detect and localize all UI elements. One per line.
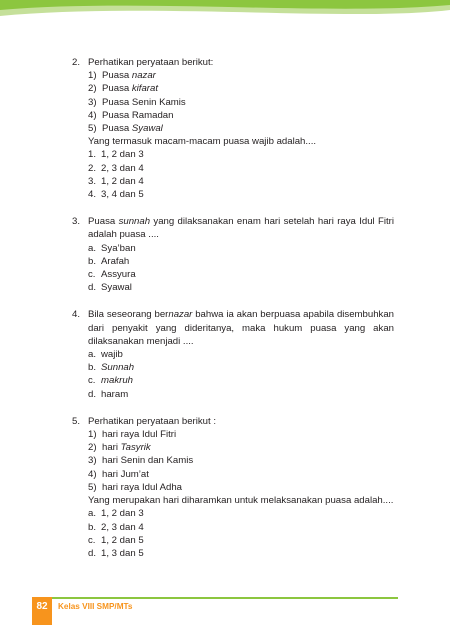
answer-option[interactable] [88, 188, 394, 201]
stem-italic: sunnah [118, 216, 151, 228]
stem-text: Puasa [88, 216, 119, 228]
question-number: 2. [72, 57, 81, 68]
question-stem: Perhatikan peryataan berikut: [88, 57, 214, 68]
statement-text: Puasa Senin Kamis [102, 96, 186, 108]
option-marker: a. [88, 349, 97, 361]
statement-text: Puasa [102, 123, 132, 135]
statement-item [88, 122, 394, 135]
answer-option[interactable] [88, 175, 394, 188]
option-text: Sya’ban [101, 242, 136, 254]
option-marker: b. [88, 255, 97, 267]
statement-marker: 5) [88, 123, 97, 135]
question-number: 4. [72, 309, 81, 321]
option-marker: d. [88, 547, 97, 559]
option-marker: 2. [88, 162, 97, 174]
option-text: 1, 2 dan 3 [101, 149, 144, 161]
stem-text: Bila seseorang ber [88, 309, 169, 321]
statement-item [88, 96, 394, 109]
answer-option[interactable] [88, 348, 394, 361]
question-3 [72, 215, 395, 294]
question-stem [88, 308, 394, 348]
question-stem: Perhatikan peryataan berikut : [88, 415, 216, 427]
question-4 [72, 308, 395, 400]
stem-text: yang dilaksanakan enam hari setelah hari raya Idul Fitri adalah puasa .... [88, 216, 395, 241]
answer-option[interactable] [88, 374, 394, 387]
option-text: Assyura [101, 269, 136, 281]
statement-marker: 2) [88, 83, 97, 95]
statement-item [88, 441, 394, 454]
statement-text: hari raya Idul Fitri [102, 429, 177, 441]
question-5 [72, 415, 394, 560]
statement-item [88, 428, 394, 441]
option-marker: 4. [88, 189, 97, 201]
statement-text: Puasa [102, 83, 132, 95]
option-text: 3, 4 dan 5 [101, 189, 144, 201]
statement-item [88, 109, 394, 122]
option-marker: d. [88, 388, 97, 400]
option-text: Sunnah [101, 362, 135, 374]
statement-marker: 3) [88, 96, 97, 108]
answer-option[interactable] [88, 255, 394, 268]
statement-text: Puasa [102, 70, 132, 82]
option-marker: a. [88, 242, 97, 254]
option-marker: c. [88, 375, 96, 387]
answer-option[interactable] [88, 281, 394, 294]
statement-marker: 4) [88, 109, 97, 121]
statement-italic: Syawal [131, 123, 163, 135]
statement-marker: 2) [88, 442, 97, 454]
question-number: 3. [72, 216, 81, 228]
option-text: makruh [101, 375, 133, 387]
answer-option[interactable] [88, 521, 394, 534]
answer-option[interactable] [88, 534, 394, 547]
statement-italic: Tasyrik [120, 442, 151, 454]
answer-option[interactable] [88, 268, 394, 281]
option-marker: a. [88, 508, 97, 520]
statement-marker: 1) [88, 429, 97, 441]
statement-text: hari Jum’at [102, 468, 149, 480]
option-text: 2, 3 dan 4 [101, 521, 144, 533]
statement-text: Puasa Ramadan [102, 109, 174, 121]
answer-option[interactable] [88, 148, 394, 161]
option-marker: c. [88, 534, 96, 546]
option-text: 1, 2 dan 5 [101, 534, 144, 546]
statement-marker: 4) [88, 468, 97, 480]
header-wave-graphic [0, 0, 450, 22]
question-stem [88, 215, 394, 241]
statement-italic: nazar [131, 70, 156, 82]
statement-item [88, 454, 394, 467]
option-text: Syawal [101, 282, 132, 294]
statement-item [88, 481, 394, 494]
option-text: 1, 2 dan 3 [101, 508, 144, 520]
statement-marker: 5) [88, 481, 97, 493]
page-number: 82 [36, 601, 48, 612]
option-text: 2, 3 dan 4 [101, 162, 144, 174]
option-text: wajib [101, 349, 123, 361]
question-2 [72, 56, 394, 201]
statement-item [88, 69, 394, 82]
option-marker: 3. [88, 175, 97, 187]
option-text: haram [101, 388, 129, 400]
statement-marker: 1) [88, 70, 97, 82]
question-prompt: Yang termasuk macam-macam puasa wajib adalah.... [88, 136, 317, 148]
book-title: Kelas VIII SMP/MTs [58, 602, 133, 611]
option-text: 1, 2 dan 4 [101, 175, 144, 187]
answer-option[interactable] [88, 547, 394, 560]
question-number: 5. [72, 415, 81, 427]
statement-text: hari raya Idul Adha [102, 481, 183, 493]
stem-italic: nazar [168, 309, 193, 321]
option-marker: c. [88, 269, 96, 281]
statement-italic: kifarat [131, 83, 159, 95]
statement-marker: 3) [88, 455, 97, 467]
header-decoration [0, 0, 450, 22]
statement-item [88, 82, 394, 95]
statement-item [88, 468, 394, 481]
question-list [72, 56, 395, 574]
answer-option[interactable] [88, 388, 394, 401]
option-marker: b. [88, 362, 97, 374]
option-text: 1, 3 dan 5 [101, 547, 144, 559]
option-marker: b. [88, 521, 97, 533]
answer-option[interactable] [88, 162, 394, 175]
option-marker: 1. [88, 149, 97, 161]
statement-text: hari [102, 442, 121, 454]
answer-option[interactable] [88, 507, 394, 520]
answer-option[interactable] [88, 242, 394, 255]
footer-rule [52, 597, 398, 599]
stem-text: bahwa ia akan berpuasa apabila disembuhkan dari penyakit yang dideritanya, maka hukum puasa yang akan dilaksanakan menjadi .... [88, 309, 395, 347]
option-text: Arafah [101, 255, 130, 267]
question-prompt: Yang merupakan hari diharamkan untuk melaksanakan puasa adalah.... [88, 495, 394, 507]
answer-option[interactable] [88, 361, 394, 374]
statement-text: hari Senin dan Kamis [102, 455, 194, 467]
option-marker: d. [88, 282, 97, 294]
